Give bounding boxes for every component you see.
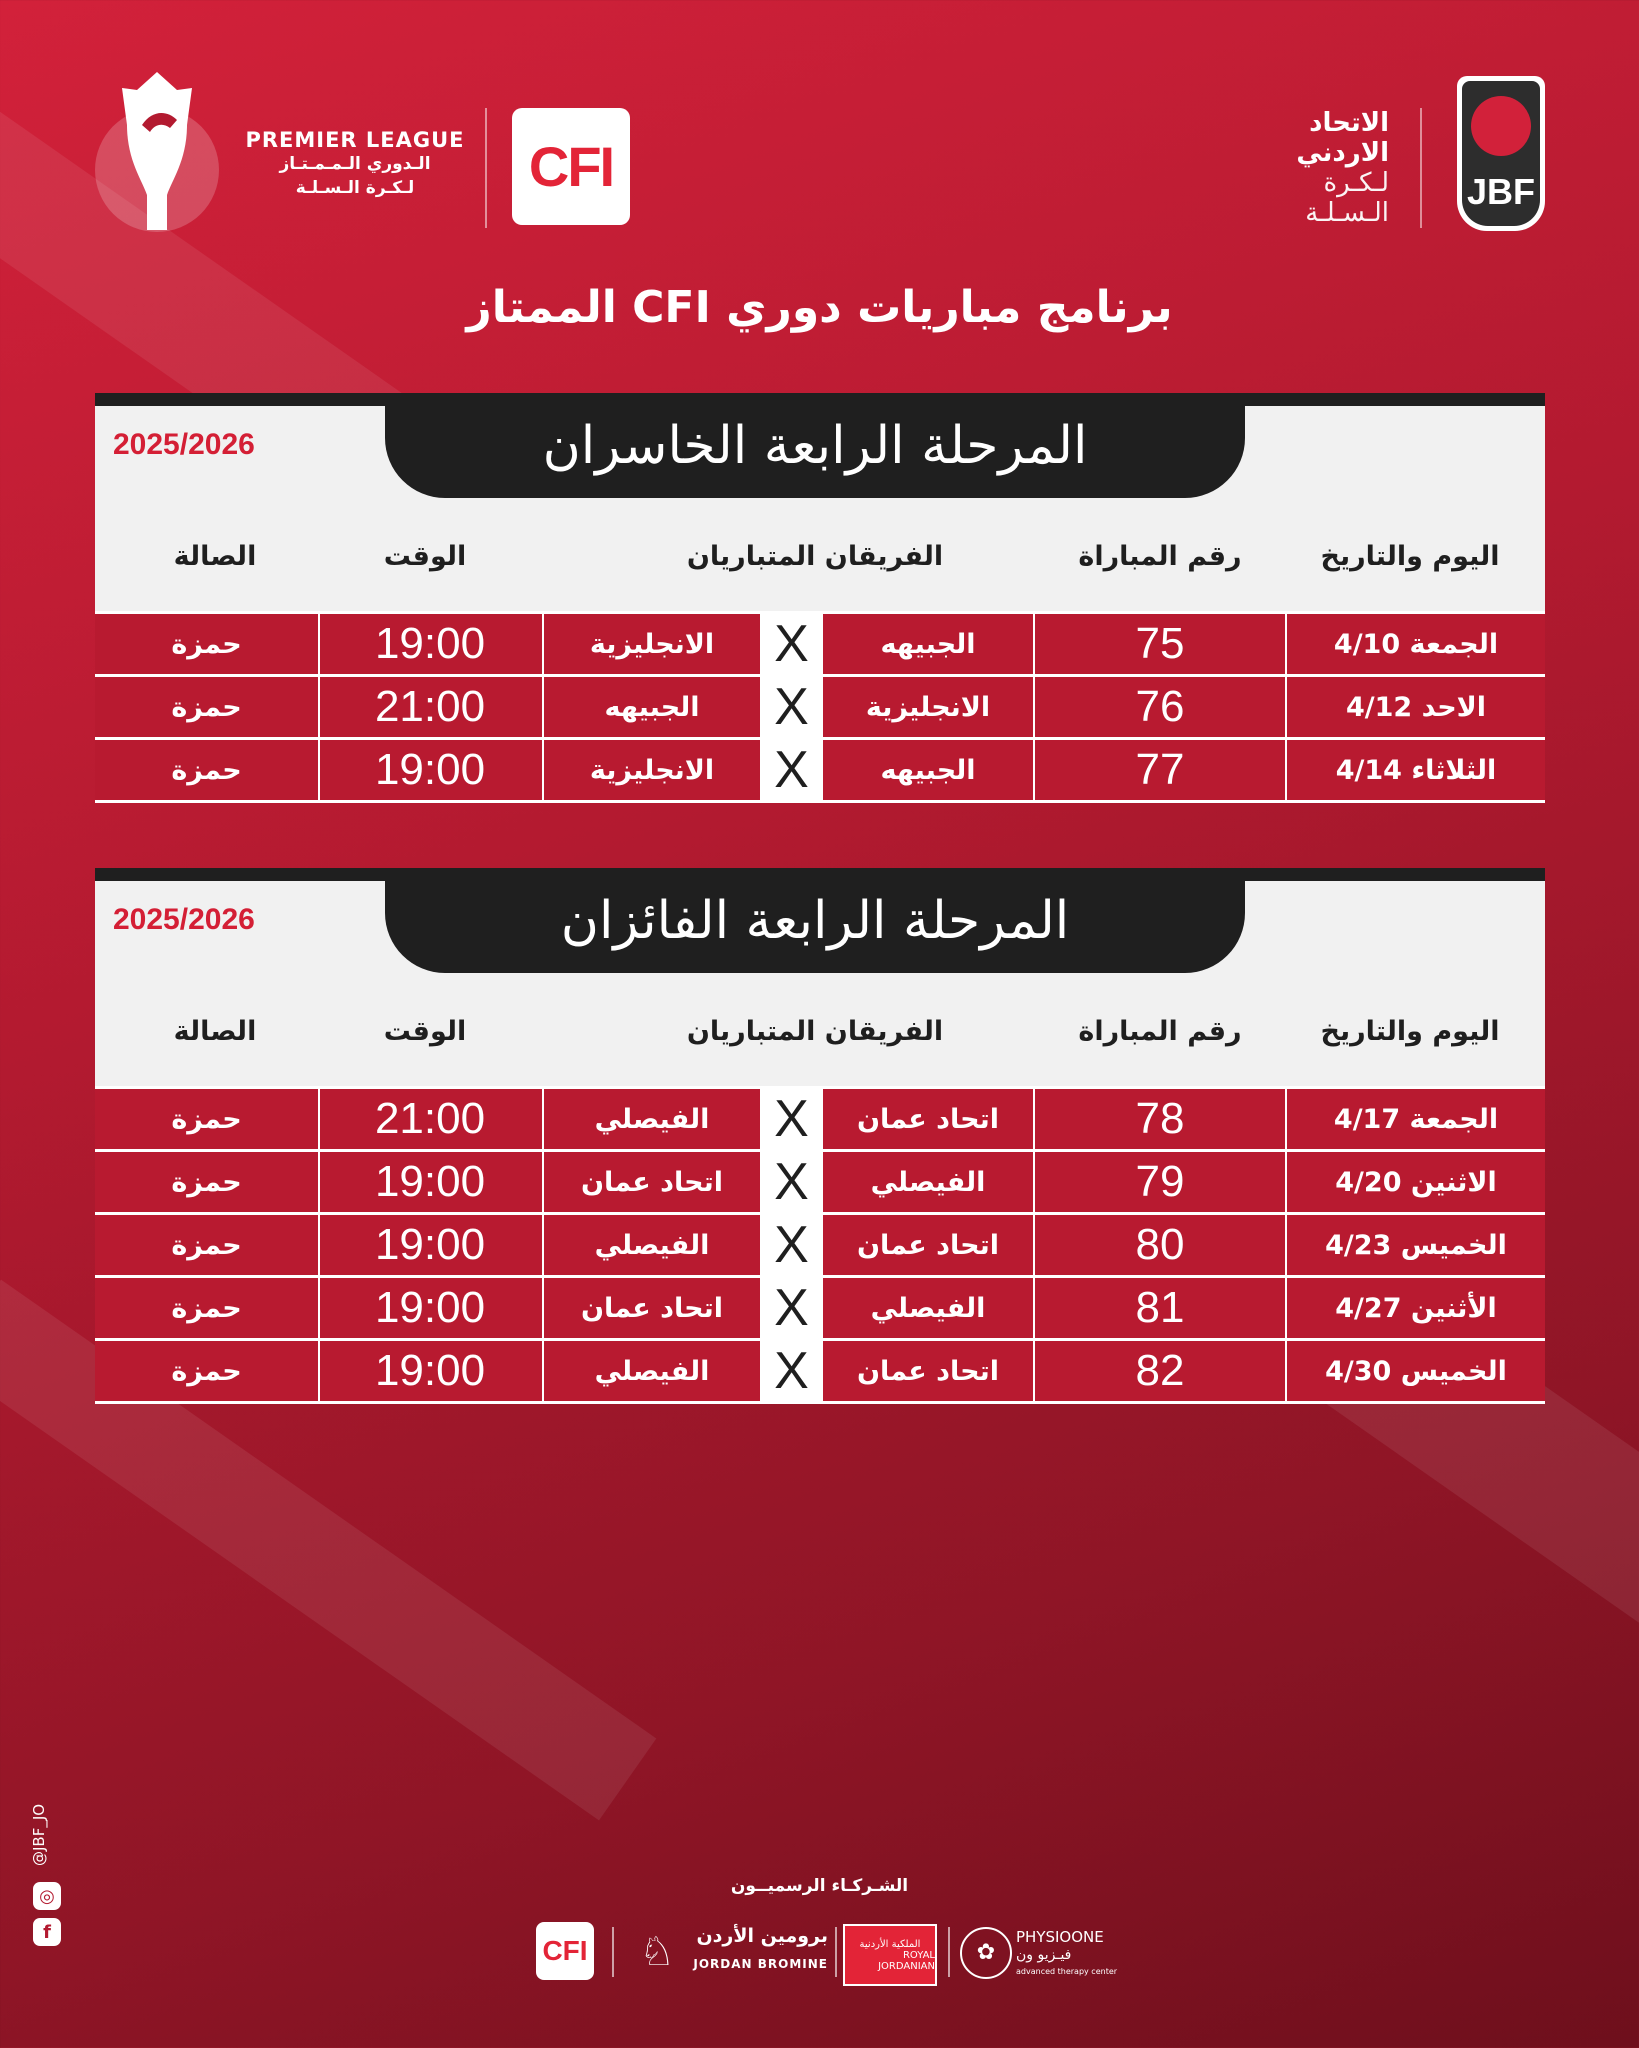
federation-name-line2: لـكـرة: [1323, 168, 1389, 198]
federation-name: [1209, 108, 1389, 228]
versus-mark: X: [760, 1152, 823, 1212]
time-cell: 21:00: [374, 1094, 486, 1143]
partner-divider: [612, 1927, 614, 1977]
venue-cell: حمزة: [171, 754, 242, 786]
versus-mark: X: [760, 1215, 823, 1275]
jordan-bromine-logo: [628, 1923, 828, 1983]
royal-name-ar: الملكية الأردنية: [859, 1938, 921, 1950]
time-cell: 19:00: [374, 745, 486, 794]
stage-title: المرحلة الرابعة الفائزان: [385, 868, 1245, 973]
team-a-cell: الفيصلي: [870, 1166, 986, 1198]
table-row: [95, 737, 1545, 803]
facebook-icon[interactable]: f: [33, 1918, 61, 1946]
team-a-cell: الجبيهه: [880, 754, 976, 786]
season-label: 2025/2026: [113, 903, 255, 936]
table-row: [95, 1338, 1545, 1404]
partner-divider: [835, 1927, 837, 1977]
match-number-cell: 82: [1135, 1346, 1185, 1395]
time-cell: 19:00: [374, 1346, 486, 1395]
team-b-cell: اتحاد عمان: [581, 1166, 723, 1198]
match-number-cell: 76: [1135, 682, 1185, 731]
venue-cell: حمزة: [171, 1292, 242, 1324]
royal-name-en: ROYAL JORDANIAN: [878, 1949, 935, 1972]
table-row: [95, 611, 1545, 674]
table-header: [95, 393, 1545, 611]
versus-mark: X: [760, 614, 823, 674]
team-a-cell: اتحاد عمان: [857, 1229, 999, 1261]
venue-cell: حمزة: [171, 1355, 242, 1387]
team-b-cell: الجبيهه: [604, 691, 700, 723]
physio-name-ar: فيـزيو ون: [1016, 1947, 1072, 1963]
federation-name-line1: الاتحاد الاردني: [1296, 108, 1389, 168]
venue-cell: حمزة: [171, 628, 242, 660]
column-match-no: رقم المباراة: [1078, 541, 1242, 572]
team-b-cell: الانجليزية: [589, 754, 715, 786]
team-b-cell: الفيصلي: [594, 1229, 710, 1261]
match-number-cell: 80: [1135, 1220, 1185, 1269]
column-time: الوقت: [383, 1016, 467, 1047]
federation-name-line3: الـسـلـة: [1305, 198, 1389, 228]
table-row: [95, 1149, 1545, 1212]
day-date-cell: الجمعة 4/17: [1333, 1103, 1499, 1135]
column-teams: الفريقان المتباريان: [686, 541, 944, 572]
table-body: [95, 1086, 1545, 1404]
basketball-icon: [1471, 96, 1531, 156]
physio-name-en: PHYSIOONE: [1016, 1928, 1104, 1946]
team-a-cell: الفيصلي: [870, 1292, 986, 1324]
premier-league-logo: [92, 70, 222, 235]
team-b-cell: الفيصلي: [594, 1355, 710, 1387]
league-name-ar-line1: الـدوري الـمـمـتـاز: [279, 154, 431, 174]
team-a-cell: الانجليزية: [865, 691, 991, 723]
bromine-name-en: JORDAN BROMINE: [693, 1957, 828, 1971]
versus-mark: X: [760, 677, 823, 737]
column-venue: الصالة: [173, 1016, 257, 1047]
day-date-cell: الخميس 4/23: [1325, 1229, 1507, 1261]
instagram-icon[interactable]: ◎: [33, 1882, 61, 1910]
table-row: [95, 1275, 1545, 1338]
day-date-cell: الأثنين 4/27: [1335, 1292, 1497, 1324]
table-header: [95, 868, 1545, 1086]
header-divider: [485, 108, 487, 228]
league-name: [245, 128, 465, 200]
social-handle: @JBF_JO: [30, 1803, 48, 1867]
versus-mark: X: [760, 1341, 823, 1401]
match-number-cell: 81: [1135, 1283, 1185, 1332]
column-venue: الصالة: [173, 541, 257, 572]
time-cell: 19:00: [374, 619, 486, 668]
team-b-cell: الانجليزية: [589, 628, 715, 660]
day-date-cell: الخميس 4/30: [1325, 1355, 1507, 1387]
physioone-logo: [960, 1923, 1120, 1983]
jbf-logo-label: JBF: [1466, 171, 1535, 212]
season-label: 2025/2026: [113, 428, 255, 461]
table-row: [95, 1086, 1545, 1149]
team-a-cell: اتحاد عمان: [857, 1103, 999, 1135]
versus-mark: X: [760, 1089, 823, 1149]
schedule-table-winners: [95, 868, 1545, 1404]
table-body: [95, 611, 1545, 803]
team-b-cell: الفيصلي: [594, 1103, 710, 1135]
day-date-cell: الاثنين 4/20: [1335, 1166, 1497, 1198]
column-match-no: رقم المباراة: [1078, 1016, 1242, 1047]
team-a-cell: الجبيهه: [880, 628, 976, 660]
page-title: برنامج مباريات دوري CFI الممتاز: [466, 282, 1173, 333]
partner-divider: [948, 1927, 950, 1977]
stage-title: المرحلة الرابعة الخاسران: [385, 393, 1245, 498]
jbf-logo: [1457, 76, 1545, 231]
column-time: الوقت: [383, 541, 467, 572]
match-number-cell: 77: [1135, 745, 1185, 794]
time-cell: 19:00: [374, 1220, 486, 1269]
column-day-date: اليوم والتاريخ: [1320, 541, 1500, 572]
venue-cell: حمزة: [171, 1103, 242, 1135]
league-name-ar-line2: لـكـرة الـسـلـة: [295, 178, 415, 198]
team-b-cell: اتحاد عمان: [581, 1292, 723, 1324]
match-number-cell: 78: [1135, 1094, 1185, 1143]
day-date-cell: الجمعة 4/10: [1333, 628, 1499, 660]
header-divider: [1420, 108, 1422, 228]
time-cell: 21:00: [374, 682, 486, 731]
table-row: [95, 1212, 1545, 1275]
team-a-cell: اتحاد عمان: [857, 1355, 999, 1387]
partners-strip: [530, 1915, 1118, 1985]
venue-cell: حمزة: [171, 1229, 242, 1261]
time-cell: 19:00: [374, 1283, 486, 1332]
day-date-cell: الثلاثاء 4/14: [1335, 754, 1497, 786]
royal-jordanian-logo: [843, 1924, 937, 1986]
league-name-en: PREMIER LEAGUE: [245, 128, 465, 152]
schedule-table-losers: [95, 393, 1545, 803]
column-day-date: اليوم والتاريخ: [1320, 1016, 1500, 1047]
versus-mark: X: [760, 740, 823, 800]
bromine-name-ar: برومين الأردن: [696, 1925, 828, 1947]
venue-cell: حمزة: [171, 1166, 242, 1198]
match-number-cell: 79: [1135, 1157, 1185, 1206]
cfi-sponsor-logo: CFI: [512, 108, 630, 225]
physio-mark-icon: ✿: [960, 1927, 1012, 1979]
versus-mark: X: [760, 1278, 823, 1338]
bromine-mark-icon: ♘: [639, 1929, 675, 1975]
cfi-partner-logo: CFI: [536, 1922, 594, 1980]
venue-cell: حمزة: [171, 691, 242, 723]
physio-subtitle: advanced therapy center: [1016, 1967, 1118, 1976]
partners-title: الشـركـاء الرسميــون: [730, 1876, 909, 1896]
table-row: [95, 674, 1545, 737]
match-number-cell: 75: [1135, 619, 1185, 668]
column-teams: الفريقان المتباريان: [686, 1016, 944, 1047]
time-cell: 19:00: [374, 1157, 486, 1206]
day-date-cell: الاحد 4/12: [1345, 691, 1487, 723]
